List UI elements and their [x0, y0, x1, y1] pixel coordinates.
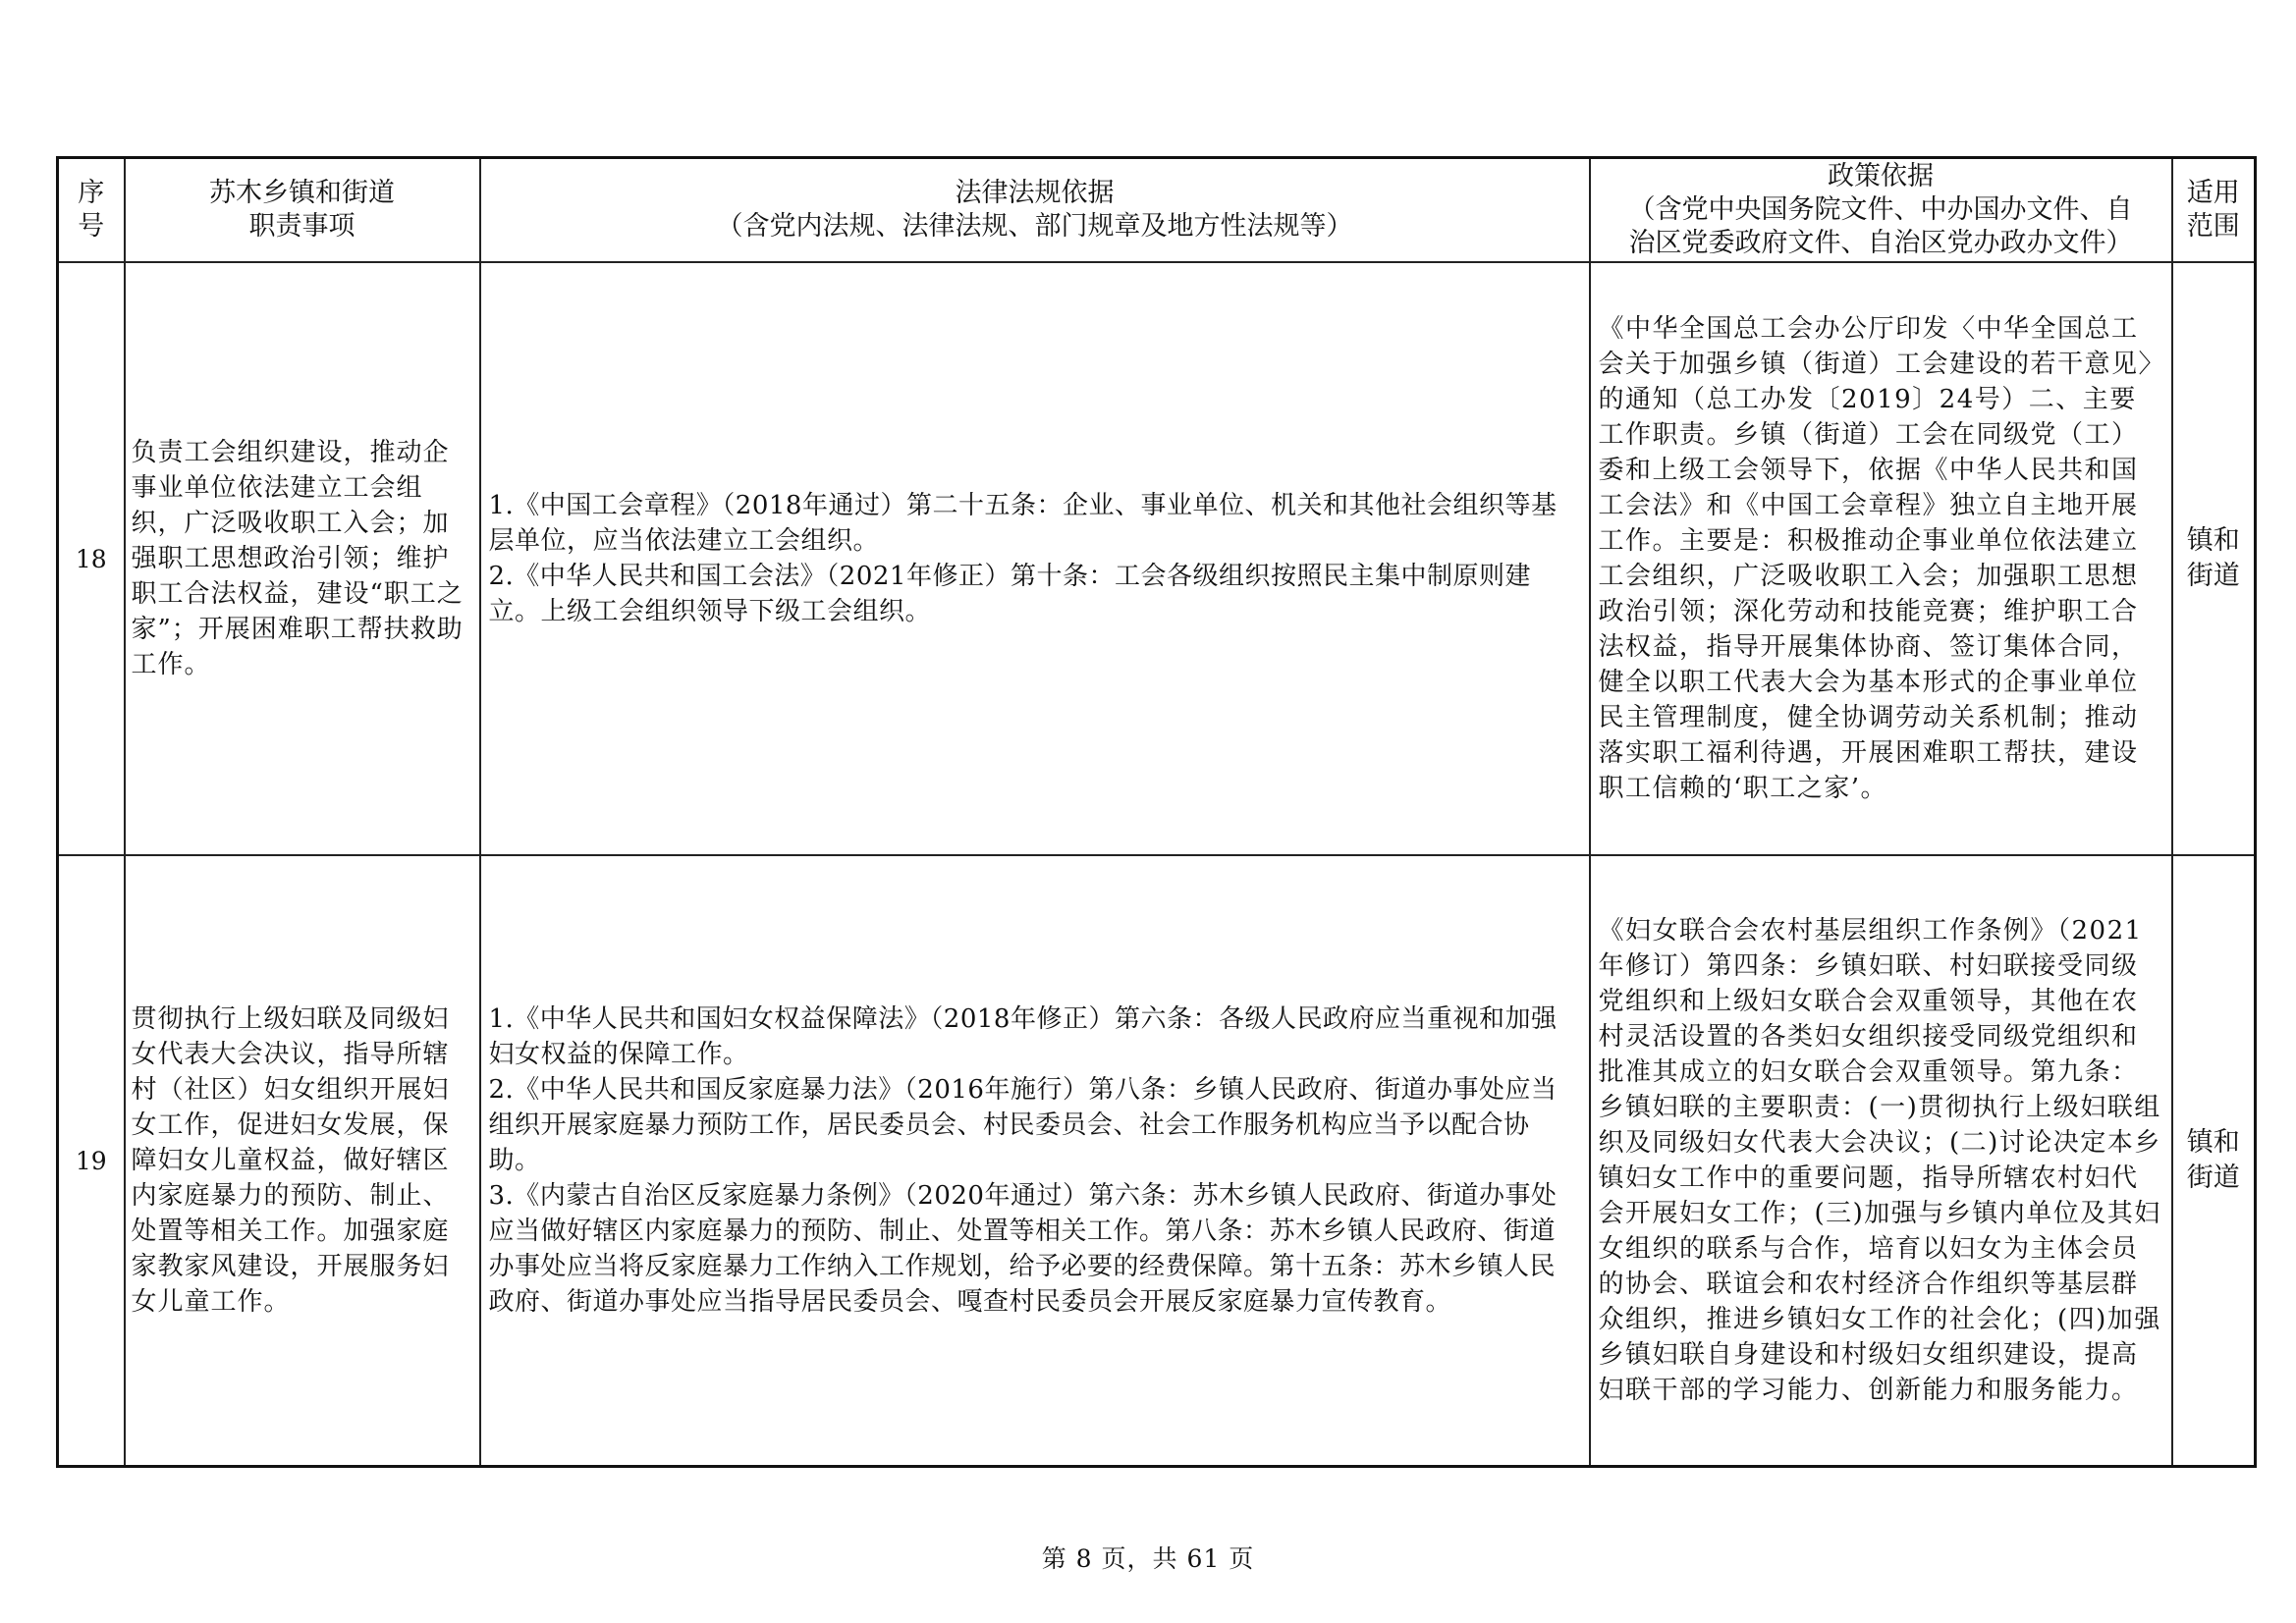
row-number: 18: [58, 262, 125, 855]
policy-basis-cell: 《妇女联合会农村基层组织工作条例》（2021年修订）第四条：乡镇妇联、村妇联接受同级党组织和上级妇女联合会双重领导，其他在农村灵活设置的各类妇女组织接受同级党组织和批准其成立的妇女联合会双重领导。第九条：乡镇妇联的主要职责：(一)贯彻执行上级妇联组织及同级妇女代表大会决议；(二)讨论决定本乡镇妇女工作中的重要问题，指导所辖农村妇代会开展妇女工作；(三)加强与乡镇内单位及其妇女组织的联系与合作，培育以妇女为主体会员的协会、联谊会和农村经济合作组织等基层群众组织，推进乡镇妇女工作的社会化；(四)加强乡镇妇联自身建设和村级妇女组织建设，提高妇联干部的学习能力、创新能力和服务能力。: [1590, 855, 2172, 1467]
table-row: [58, 262, 2256, 855]
header-policy-line: （含党中央国务院文件、中办国办文件、自: [1628, 194, 2133, 225]
law-basis-cell: 1.《中国工会章程》（2018年通过）第二十五条：企业、事业单位、机关和其他社会组织等基层单位，应当依法建立工会组织。 2.《中华人民共和国工会法》（2021年修正）第十条：工会各级组织按照民主集中制原则建立。上级工会组织领导下级工会组织。: [480, 262, 1590, 855]
table-header-row: [58, 158, 2256, 263]
law-basis-cell: 1.《中华人民共和国妇女权益保障法》（2018年修正）第六条：各级人民政府应当重视和加强妇女权益的保障工作。 2.《中华人民共和国反家庭暴力法》（2016年施行）第八条：乡镇人民政府、街道办事处应当组织开展家庭暴力预防工作，居民委员会、村民委员会、社会工作服务机构应当予以配合协助。 3.《内蒙古自治区反家庭暴力条例》（2020年通过）第六条：苏木乡镇人民政府、街道办事处应当做好辖区内家庭暴力的预防、制止、处置等相关工作。第八条：苏木乡镇人民政府、街道办事处应当将反家庭暴力工作纳入工作规划，给予必要的经费保障。第十五条：苏木乡镇人民政府、街道办事处应当指导居民委员会、嘎查村民委员会开展反家庭暴力宣传教育。: [480, 855, 1590, 1467]
header-seq-line: 号: [78, 211, 105, 242]
header-duty-line: 职责事项: [248, 211, 355, 242]
row-number: 19: [58, 855, 125, 1467]
header-scope: [2172, 158, 2256, 263]
header-seq-line: 序: [78, 178, 105, 208]
header-duty: [125, 158, 480, 263]
header-policy-line: 政策依据: [1828, 161, 1934, 191]
header-law: [480, 158, 1590, 263]
table-row: [58, 855, 2256, 1467]
duty-cell: 负责工会组织建设，推动企事业单位依法建立工会组织，广泛吸收职工入会；加强职工思想政治引领；维护职工合法权益，建设“职工之家”；开展困难职工帮扶救助工作。: [125, 262, 480, 855]
header-scope-line: 范围: [2186, 211, 2240, 242]
scope-cell: 镇和 街道: [2172, 855, 2256, 1467]
header-law-line: （含党内法规、法律法规、部门规章及地方性法规等）: [716, 211, 1353, 242]
policy-basis-cell: 《中华全国总工会办公厅印发〈中华全国总工会关于加强乡镇（街道）工会建设的若干意见〉的通知（总工办发〔2019〕24号）二、主要工作职责。乡镇（街道）工会在同级党（工）委和上级工会领导下，依据《中华人民共和国工会法》和《中国工会章程》独立自主地开展工作。主要是：积极推动企事业单位依法建立工会组织，广泛吸收职工入会；加强职工思想政治引领；深化劳动和技能竞赛；维护职工合法权益，指导开展集体协商、签订集体合同，健全以职工代表大会为基本形式的企事业单位民主管理制度，健全协调劳动关系机制；推动落实职工福利待遇，开展困难职工帮扶，建设职工信赖的‘职工之家’。: [1590, 262, 2172, 855]
header-law-line: 法律法规依据: [955, 178, 1115, 208]
scope-cell: 镇和 街道: [2172, 262, 2256, 855]
header-duty-line: 苏木乡镇和街道: [209, 178, 395, 208]
header-policy-line: 治区党委政府文件、自治区党办政办文件）: [1628, 228, 2133, 258]
header-scope-line: 适用: [2186, 178, 2240, 208]
header-policy: [1590, 158, 2172, 263]
header-seq: [58, 158, 125, 263]
duty-cell: 贯彻执行上级妇联及同级妇女代表大会决议，指导所辖村（社区）妇女组织开展妇女工作，促进妇女发展，保障妇女儿童权益，做好辖区内家庭暴力的预防、制止、处置等相关工作。加强家庭家教家风建设，开展服务妇女儿童工作。: [125, 855, 480, 1467]
page-number: 第 8 页，共 61 页: [1041, 1544, 1255, 1573]
responsibility-table: [56, 156, 2257, 1468]
